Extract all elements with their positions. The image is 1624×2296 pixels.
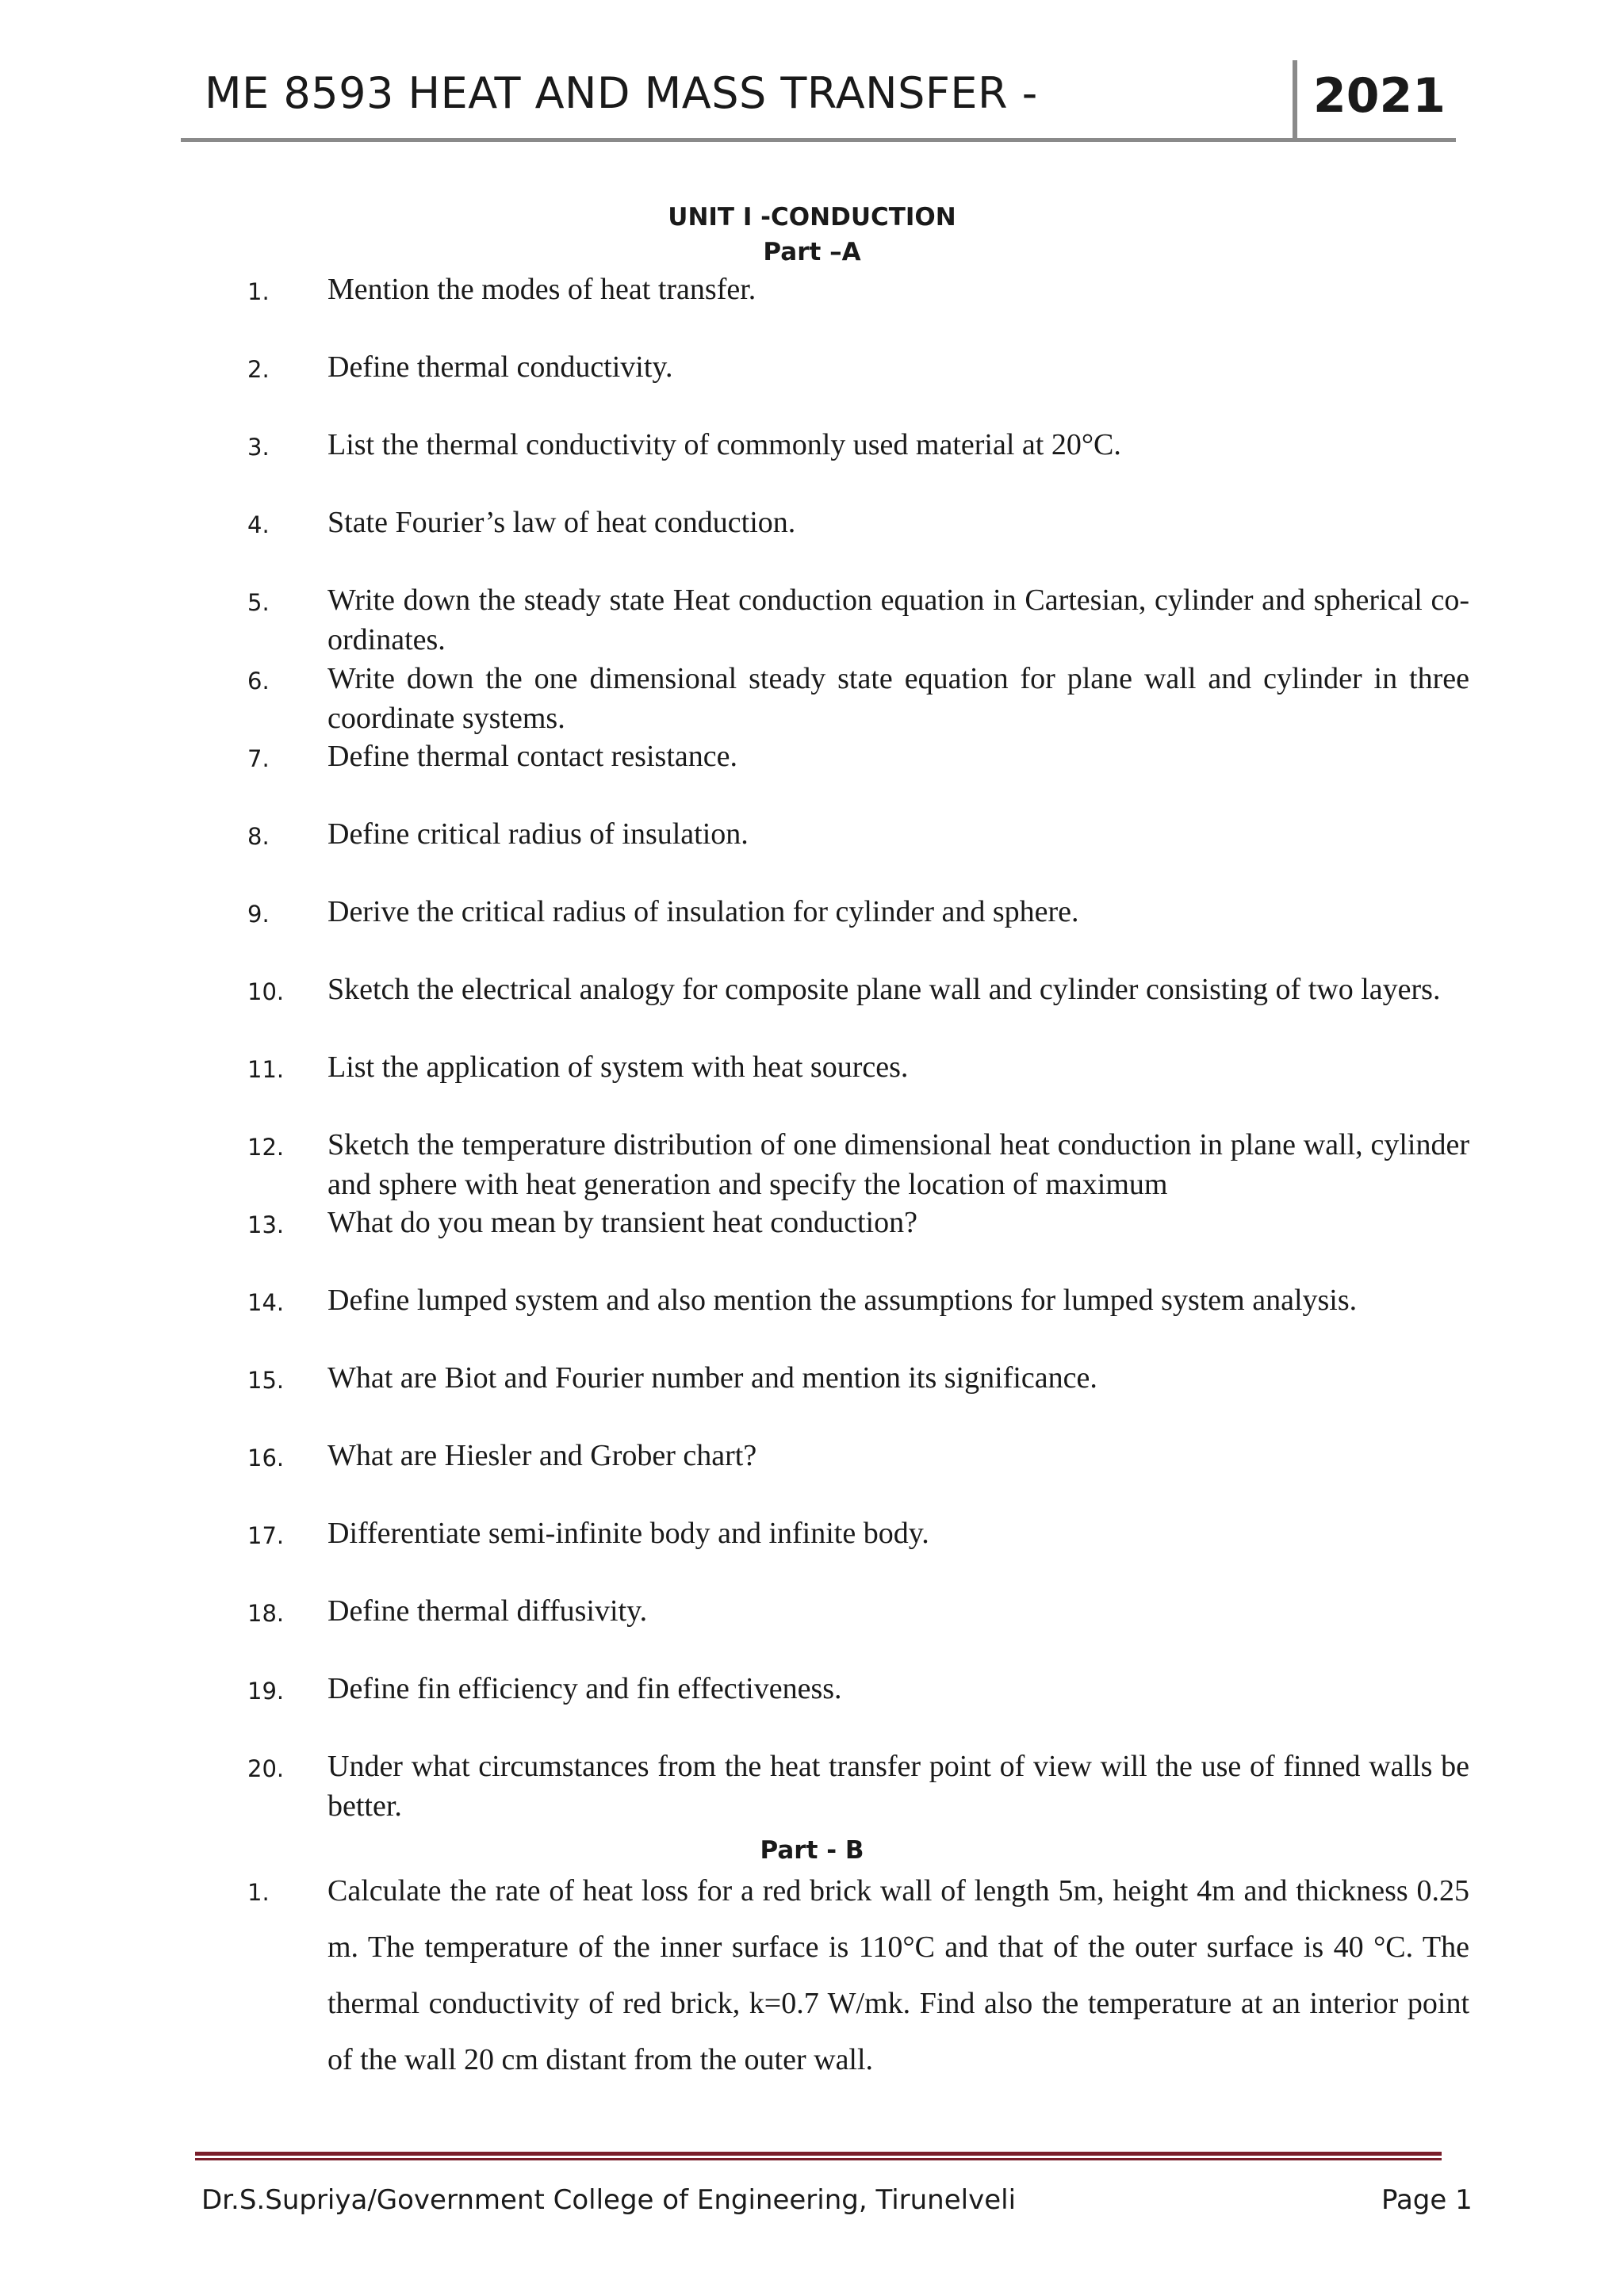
question-text: Define thermal diffusivity.	[327, 1594, 648, 1628]
question-text: Write down the steady state Heat conduction equation in Cartesian, cylinder and spherical co-ordinates.	[327, 584, 1469, 656]
question-number: 8.	[247, 823, 270, 850]
question-text: List the application of system with heat sources.	[327, 1050, 909, 1084]
question-text: State Fourier’s law of heat conduction.	[327, 506, 796, 539]
part-b-heading: Part - B	[760, 1836, 864, 1865]
question-text: Define fin efficiency and fin effectiveness.	[327, 1672, 842, 1705]
question-number: 14.	[247, 1289, 285, 1316]
question-text: Sketch the electrical analogy for composite plane wall and cylinder consisting of two layers.	[327, 973, 1441, 1006]
footer-rule	[195, 2152, 1442, 2156]
question-number: 20.	[247, 1755, 285, 1782]
document-year: 2021	[1313, 68, 1446, 124]
question-number: 15.	[247, 1367, 285, 1394]
question-number: 1.	[247, 278, 270, 305]
header-rule	[181, 138, 1456, 142]
question-number: 11.	[247, 1056, 285, 1083]
document-title: ME 8593 HEAT AND MASS TRANSFER -	[205, 68, 1038, 118]
page-number: Page 1	[1381, 2184, 1473, 2216]
footer-rule	[195, 2158, 1442, 2160]
footer-author: Dr.S.Supriya/Government College of Engineering, Tirunelveli	[201, 2184, 1017, 2216]
question-number: 5.	[247, 589, 270, 616]
question-text: What are Biot and Fourier number and mention its significance.	[327, 1361, 1097, 1395]
question-text: Sketch the temperature distribution of one dimensional heat conduction in plane wall, cylinder and sphere with heat generation and specify the location of maximum	[327, 1128, 1469, 1201]
question-number: 6.	[247, 668, 270, 695]
question-text: Derive the critical radius of insulation for cylinder and sphere.	[327, 895, 1079, 928]
question-text: Under what circumstances from the heat transfer point of view will the use of finned walls be better.	[327, 1750, 1469, 1823]
question-number: 16.	[247, 1445, 285, 1471]
unit-heading: UNIT I -CONDUCTION	[668, 203, 956, 232]
question-text: Differentiate semi-infinite body and infinite body.	[327, 1517, 929, 1550]
question-number: 9.	[247, 901, 270, 928]
question-number: 18.	[247, 1600, 285, 1627]
question-text: Define lumped system and also mention the assumptions for lumped system analysis.	[327, 1284, 1358, 1317]
question-text: Write down the one dimensional steady state equation for plane wall and cylinder in three coordinate systems.	[327, 662, 1469, 735]
question-number: 3.	[247, 434, 270, 461]
header-divider	[1293, 60, 1297, 141]
question-text: What are Hiesler and Grober chart?	[327, 1439, 757, 1472]
question-text: Define thermal contact resistance.	[327, 740, 737, 773]
question-number: 1.	[247, 1879, 270, 1906]
question-text: What do you mean by transient heat conduction?	[327, 1206, 917, 1239]
part-a-heading: Part –A	[763, 238, 861, 266]
question-text: Define critical radius of insulation.	[327, 817, 749, 851]
question-text: Define thermal conductivity.	[327, 350, 673, 384]
question-number: 13.	[247, 1211, 285, 1238]
question-number: 17.	[247, 1522, 285, 1549]
question-text: List the thermal conductivity of commonly used material at 20°C.	[327, 428, 1121, 461]
question-number: 19.	[247, 1678, 285, 1705]
question-number: 7.	[247, 745, 270, 772]
question-text: Calculate the rate of heat loss for a red brick wall of length 5m, height 4m and thickness 0.25 m. The temperature of the inner surface is 110°C and that of the outer surface is 40 °C. The thermal conductivity of red brick, k=0.7 W/mk. Find also the temperature at an interior point of the wall 20 cm distant from the outer wall.	[327, 1874, 1469, 2076]
question-number: 12.	[247, 1134, 285, 1161]
question-number: 10.	[247, 978, 285, 1005]
question-number: 4.	[247, 511, 270, 538]
question-number: 2.	[247, 356, 270, 383]
question-text: Mention the modes of heat transfer.	[327, 273, 756, 306]
